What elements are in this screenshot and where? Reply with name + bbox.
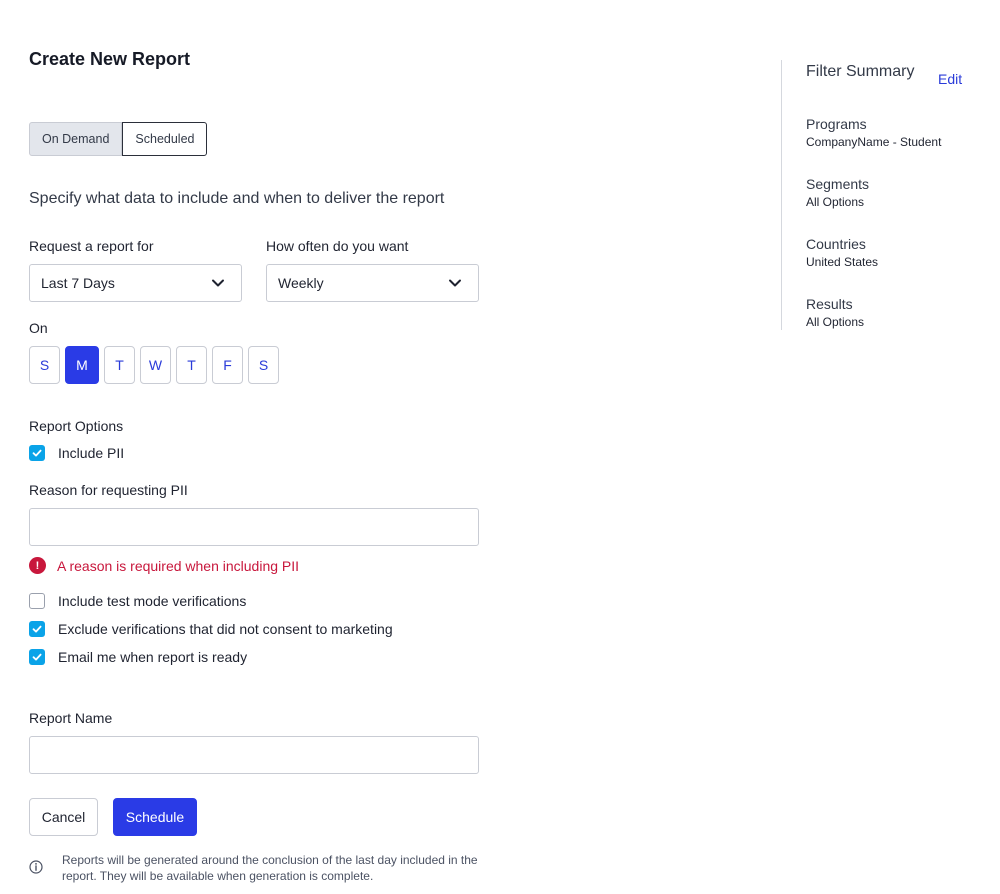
include-pii-label: Include PII — [58, 445, 125, 461]
summary-results-value: All Options — [806, 315, 865, 329]
day-selector — [29, 346, 279, 384]
summary-divider — [781, 60, 782, 330]
exclude-no-consent-label: Exclude verifications that did not consent to marketing — [58, 621, 393, 637]
page-title: Create New Report — [29, 49, 191, 69]
scheduled-button[interactable]: Scheduled — [122, 122, 207, 156]
request-period-select[interactable] — [29, 264, 242, 302]
day-selector-label: On — [29, 320, 48, 336]
exclude-no-consent-checkbox[interactable] — [29, 621, 45, 637]
generation-note-text: Reports will be generated around the conclusion of the last day included in the report. They will be available when generation is complete. — [62, 853, 478, 883]
frequency-select[interactable] — [266, 264, 479, 302]
report-name-label: Report Name — [29, 710, 113, 726]
include-pii-checkbox[interactable] — [29, 445, 45, 461]
day-monday[interactable]: M — [65, 346, 99, 384]
day-friday[interactable]: F — [212, 346, 243, 384]
request-period-label: Request a report for — [29, 238, 154, 254]
summary-programs-value: CompanyName - Student — [806, 135, 942, 149]
pii-reason-input[interactable] — [29, 508, 479, 546]
email-me-label: Email me when report is ready — [58, 649, 248, 665]
frequency-value: Weekly — [278, 275, 324, 291]
day-wednesday[interactable]: W — [140, 346, 171, 384]
email-me-option — [29, 649, 247, 665]
summary-segments-label: Segments — [806, 176, 870, 192]
include-test-mode-option — [29, 593, 246, 609]
schedule-button[interactable]: Schedule — [113, 798, 197, 836]
day-sunday[interactable]: S — [29, 346, 60, 384]
include-pii-option — [29, 445, 124, 461]
page-subtitle: Specify what data to include and when to deliver the report — [29, 190, 445, 207]
summary-countries-value: United States — [806, 255, 879, 269]
report-mode-toggle — [29, 122, 207, 156]
exclamation-icon: ! — [29, 557, 46, 574]
day-saturday[interactable]: S — [248, 346, 279, 384]
include-test-mode-label: Include test mode verifications — [58, 593, 247, 609]
pii-reason-error — [29, 557, 299, 574]
checkmark-icon — [32, 652, 42, 662]
info-icon — [29, 860, 43, 874]
request-period-value: Last 7 Days — [41, 275, 115, 291]
generation-note — [29, 852, 482, 884]
summary-segments-value: All Options — [806, 195, 865, 209]
pii-reason-label: Reason for requesting PII — [29, 482, 188, 498]
edit-filters-link[interactable]: Edit — [938, 71, 963, 87]
summary-programs-label: Programs — [806, 116, 867, 132]
day-thursday[interactable]: T — [176, 346, 207, 384]
exclude-no-consent-option — [29, 621, 393, 637]
chevron-down-icon — [211, 276, 225, 290]
email-me-checkbox[interactable] — [29, 649, 45, 665]
summary-countries-label: Countries — [806, 236, 866, 252]
checkmark-icon — [32, 624, 42, 634]
report-name-input[interactable] — [29, 736, 479, 774]
checkmark-icon — [32, 448, 42, 458]
pii-reason-error-text: A reason is required when including PII — [57, 557, 300, 574]
frequency-label: How often do you want — [266, 238, 409, 254]
on-demand-button[interactable]: On Demand — [29, 122, 122, 156]
filter-summary-title: Filter Summary — [806, 63, 915, 80]
chevron-down-icon — [448, 276, 462, 290]
day-tuesday[interactable]: T — [104, 346, 135, 384]
cancel-button[interactable]: Cancel — [29, 798, 98, 836]
report-options-heading: Report Options — [29, 418, 124, 434]
summary-results-label: Results — [806, 296, 853, 312]
include-test-mode-checkbox[interactable] — [29, 593, 45, 609]
